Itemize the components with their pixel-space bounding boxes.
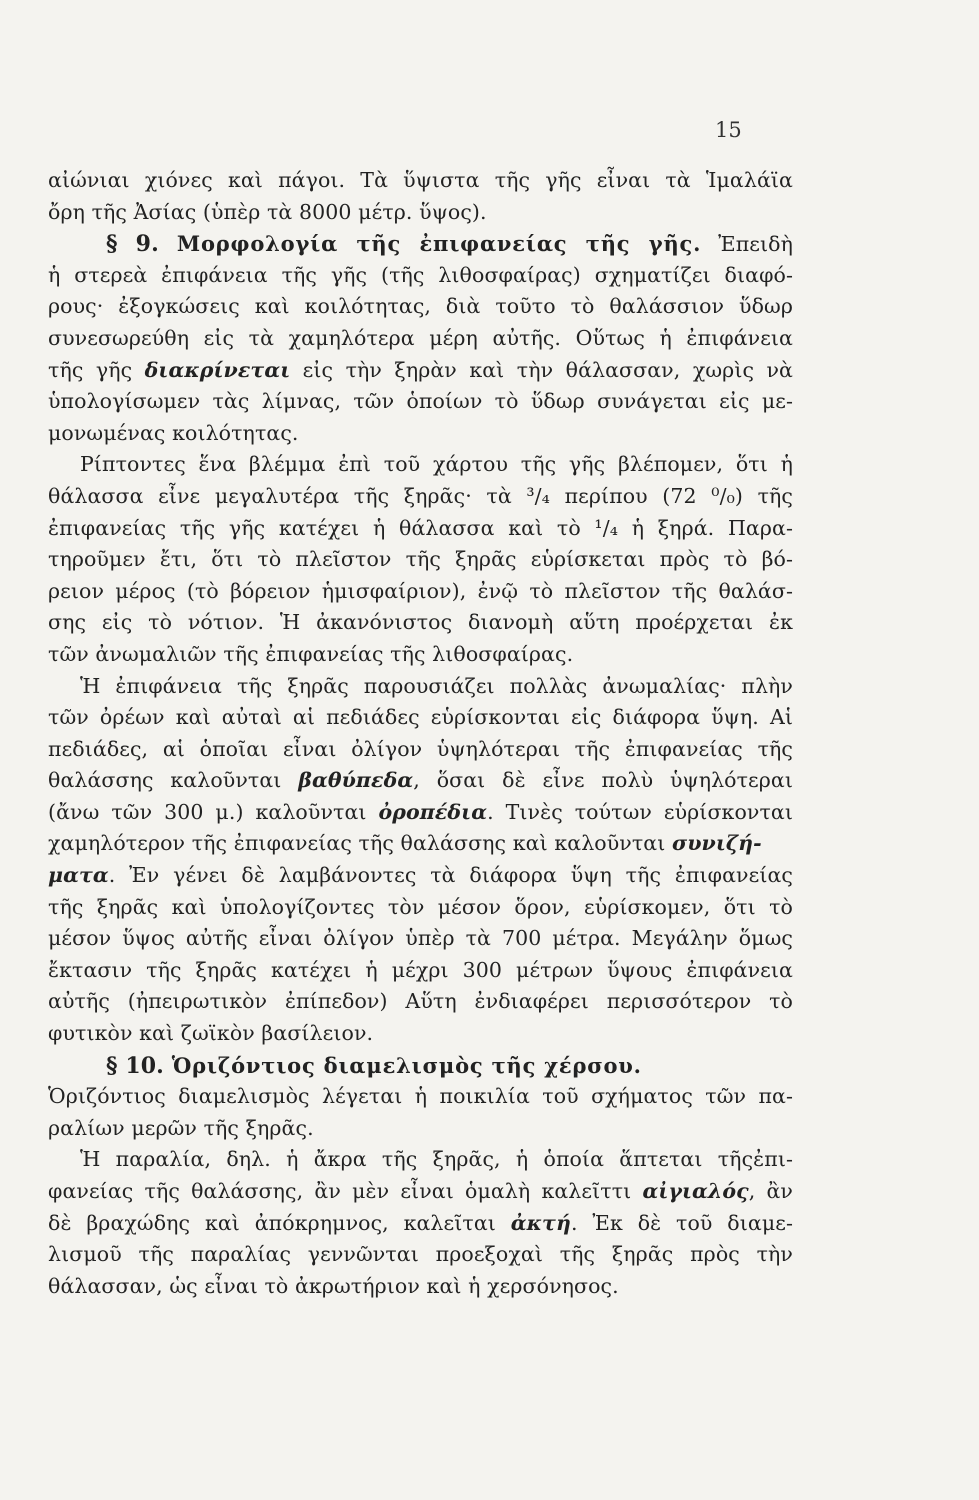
section-number: § 10.	[106, 1052, 172, 1079]
text-line: Ἡ ἐπιφάνεια τῆς ξηρᾶς παρουσιάζει πολλὰς ἀνωμαλίας· πλὴν	[80, 673, 793, 698]
text-line: ρειον μέρος (τὸ βόρειον ἡμισφαίριον), ἐνῷ τὸ πλεῖστον τῆς θαλάσ-	[48, 578, 793, 603]
emphasized-term: ὀροπέδια	[378, 799, 488, 824]
text-line: αἰώνιαι χιόνες καὶ πάγοι. Τὰ ὕψιστα τῆς γῆς εἶναι τὰ Ἱμαλάϊα	[48, 168, 793, 192]
text-segment: τῆς γῆς	[48, 357, 145, 382]
text-segment: δὲ βραχώδης καὶ ἀπόκρημνος, καλεῖται	[48, 1210, 511, 1235]
text-line: τῆς ξηρᾶς καὶ ὑπολογίζοντες τὸν μέσον ὅρον, εὑρίσκομεν, ὅτι τὸ	[48, 894, 793, 919]
text-line: ρους· ἐξογκώσεις καὶ κοιλότητας, διὰ τοῦτο τὸ θαλάσσιον ὕδωρ	[48, 294, 793, 319]
emphasized-term: συνιζή-	[672, 831, 762, 856]
section-title: Μορφολογία τῆς ἐπιφανείας τῆς γῆς.	[176, 231, 702, 257]
text-line: πεδιάδες, αἱ ὁποῖαι εἶναι ὀλίγον ὑψηλότεραι τῆς ἐπιφανείας τῆς	[48, 736, 793, 761]
text-segment: χαμηλότερον τῆς ἐπιφανείας τῆς θαλάσσης καὶ καλοῦνται	[48, 831, 673, 856]
section-heading	[48, 1050, 793, 1082]
text-segment: . Τινὲς τούτων εὑρίσκονται	[487, 799, 793, 824]
section-continuation: Ἐπειδὴ	[701, 232, 793, 257]
emphasized-term: ἀκτή	[510, 1210, 571, 1235]
text-line: τηροῦμεν ἔτι, ὅτι τὸ πλεῖστον τῆς ξηρᾶς εὑρίσκεται πρὸς τὸ βό-	[48, 547, 793, 572]
text-line: αὐτῆς (ἠπειρωτικὸν ἐπίπεδον) Αὕτη ἐνδιαφέρει περισσότερον τὸ	[48, 989, 793, 1014]
section-number: § 9.	[106, 231, 177, 258]
text-segment: φανείας τῆς θαλάσσης, ἂν μὲν εἶναι ὁμαλὴ καλεῖττι	[48, 1179, 643, 1203]
text-segment: , ὅσαι δὲ εἶνε πολὺ ὑψηλότεραι	[413, 768, 793, 793]
text-line: τῶν ἀνωμαλιῶν τῆς ἐπιφανείας τῆς λιθοσφαίρας.	[48, 641, 574, 666]
text-line	[48, 797, 793, 829]
text-segment: εἰς τὴν ξηρὰν καὶ τὴν θάλασσαν, χωρὶς νὰ	[290, 357, 794, 382]
text-line: ὑπολογίσωμεν τὰς λίμνας, τῶν ὁποίων τὸ ὕδωρ συνάγεται εἰς με-	[48, 389, 793, 414]
text-line: ἔκτασιν τῆς ξηρᾶς κατέχει ἡ μέχρι 300 μέτρων ὕψους ἐπιφάνεια	[48, 957, 793, 982]
text-line	[48, 828, 793, 860]
text-line: ὄρη τῆς Ἀσίας (ὑπὲρ τὰ 8000 μέτρ. ὕψος).	[48, 199, 487, 224]
text-line	[48, 355, 793, 387]
text-segment: . Ἐν γένει δὲ λαμβάνοντες τὰ διάφορα ὕψη τῆς ἐπιφανείας	[108, 863, 793, 888]
text-line: ἡ στερεὰ ἐπιφάνεια τῆς γῆς (τῆς λιθοσφαίρας) σχηματίζει διαφό-	[48, 262, 793, 287]
text-segment: (ἄνω τῶν 300 μ.) καλοῦνται	[48, 799, 379, 824]
text-line	[48, 765, 793, 797]
text-segment: . Ἐκ δὲ τοῦ διαμε-	[570, 1210, 793, 1235]
text-line: θάλασσα εἶνε μεγαλυτέρα τῆς ξηρᾶς· τὰ ³/₄ περίπου (72 ⁰/₀) τῆς	[48, 483, 793, 508]
emphasized-term: βαθύπεδα	[298, 768, 414, 793]
text-segment: θαλάσσης καλοῦνται	[48, 768, 299, 793]
text-line: φυτικὸν καὶ ζωϊκὸν βασίλειον.	[48, 1021, 374, 1046]
text-line	[48, 1176, 793, 1208]
emphasized-term: ματα	[48, 863, 109, 888]
text-line: μέσον ὕψος αὐτῆς εἶναι ὀλίγον ὑπὲρ τὰ 700 μέτρα. Μεγάλην ὅμως	[48, 926, 793, 951]
text-line: ραλίων μερῶν τῆς ξηρᾶς.	[48, 1115, 314, 1140]
text-segment: , ἂν	[748, 1179, 793, 1203]
text-line: συνεσωρεύθη εἰς τὰ χαμηλότερα μέρη αὐτῆς. Οὕτως ἡ ἐπιφάνεια	[48, 325, 793, 350]
text-line	[48, 860, 793, 892]
emphasized-term: αἰγιαλός	[642, 1179, 749, 1203]
section-title: Ὁριζόντιος διαμελισμὸς τῆς χέρσου.	[171, 1052, 642, 1078]
text-line: ἐπιφανείας τῆς γῆς κατέχει ἡ θάλασσα καὶ τὸ ¹/₄ ἡ ξηρά. Παρα-	[48, 515, 793, 540]
body-text	[48, 165, 793, 1302]
text-line: Ὁριζόντιος διαμελισμὸς λέγεται ἡ ποικιλία τοῦ σχήματος τῶν πα-	[48, 1084, 793, 1109]
section-heading	[48, 228, 793, 260]
page-number: 15	[715, 118, 742, 142]
emphasized-term: διακρίνεται	[144, 357, 291, 382]
text-line: Ρίπτοντες ἕνα βλέμμα ἐπὶ τοῦ χάρτου τῆς γῆς βλέπομεν, ὅτι ἡ	[80, 452, 793, 477]
text-line: τῶν ὀρέων καὶ αὐταὶ αἱ πεδιάδες εὑρίσκονται εἰς διάφορα ὕψη. Αἱ	[48, 705, 793, 730]
text-line: Ἡ παραλία, δηλ. ἡ ἄκρα τῆς ξηρᾶς, ἡ ὁποία ἅπτεται τῆςἐπι-	[80, 1147, 793, 1172]
text-line: σης εἰς τὸ νότιον. Ἡ ἀκανόνιστος διανομὴ αὕτη προέρχεται ἐκ	[48, 610, 793, 635]
text-line	[48, 1208, 793, 1240]
text-line: λισμοῦ τῆς παραλίας γεννῶνται προεξοχαὶ τῆς ξηρᾶς πρὸς τὴν	[48, 1242, 793, 1267]
text-line: θάλασσαν, ὡς εἶναι τὸ ἀκρωτήριον καὶ ἡ χερσόνησος.	[48, 1273, 619, 1298]
text-line: μονωμένας κοιλότητας.	[48, 420, 299, 445]
